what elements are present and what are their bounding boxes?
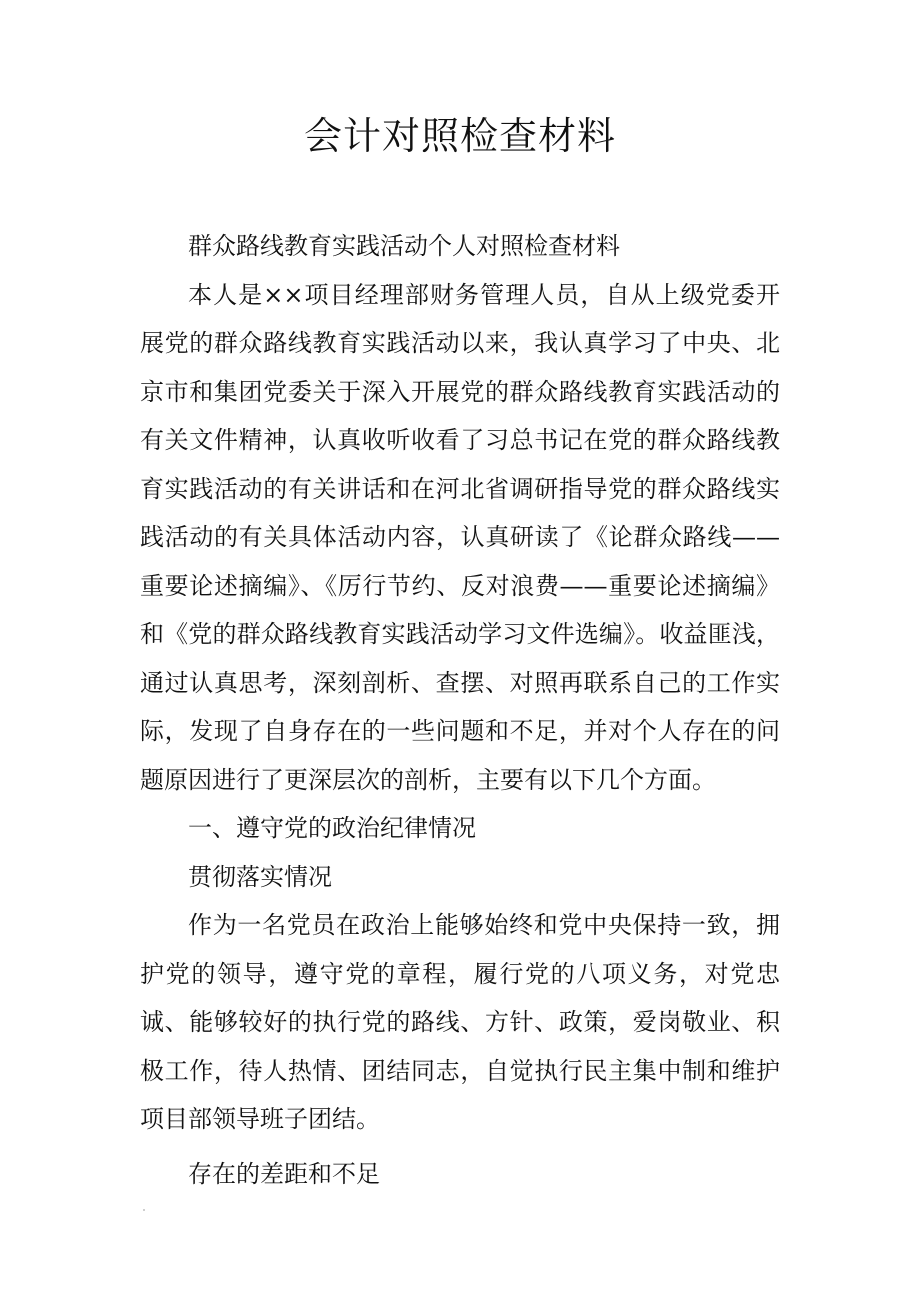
section-paragraph: 作为一名党员在政治上能够始终和党中央保持一致，拥护党的领导，遵守党的章程，履行党的八项义务，对党忠诚、能够较好的执行党的路线、方针、政策，爱岗敬业、积极工作，待人热情、团结同志，自觉执行民主集中制和维护项目部领导班子团结。 [140,911,780,1133]
document-title: 会计对照检查材料 [303,114,616,158]
scan-speck [143,1209,145,1211]
section-subheading: 贯彻落实情况 [188,862,332,891]
document-body [140,222,780,1198]
section-heading: 一、遵守党的政治纪律情况 [188,814,476,842]
subtitle-line: 群众路线教育实践活动个人对照检查材料 [188,232,620,260]
gap-heading: 存在的差距和不足 [188,1159,380,1188]
intro-paragraph: 本人是××项目经理部财务管理人员，自从上级党委开展党的群众路线教育实践活动以来，我认真学习了中央、北京市和集团党委关于深入开展党的群众路线教育实践活动的有关文件精神，认真收听收看了习总书记在党的群众路线教育实践活动的有关讲话和在河北省调研指导党的群众路线实践活动的有关具体活动内容，认真研读了《论群众路线——重要论述摘编》、《厉行节约、反对浪费——重要论述摘编》和《党的群众路线教育实践活动学习文件选编》。收益匪浅，通过认真思考，深刻剖析、查摆、对照再联系自己的工作实际，发现了自身存在的一些问题和不足，并对个人存在的问题原因进行了更深层次的剖析，主要有以下几个方面。 [140,280,780,794]
